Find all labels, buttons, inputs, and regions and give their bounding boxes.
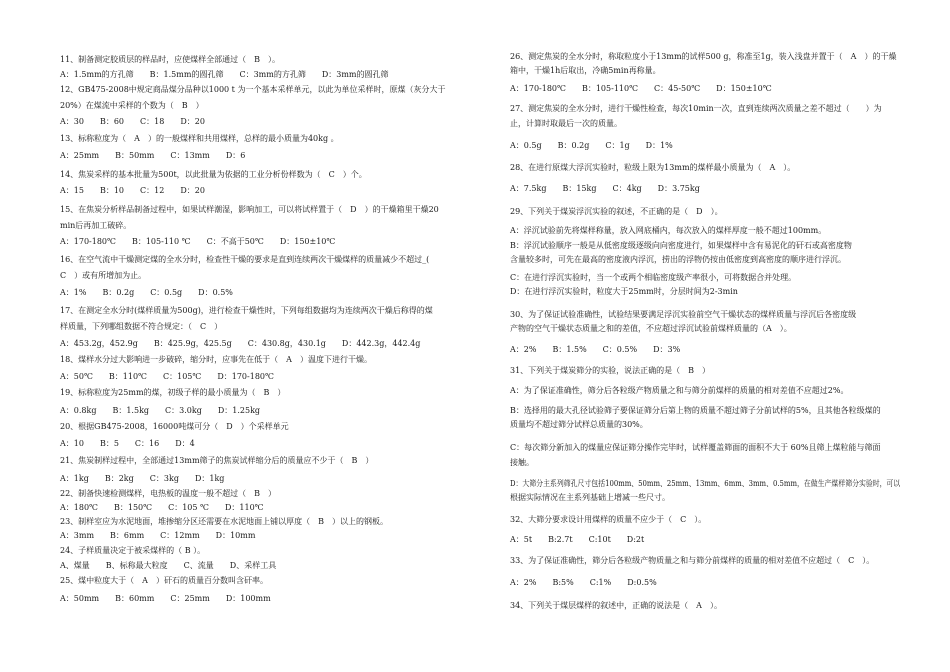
text-line: A：25mm B：50mm C：13mm D：6 [60, 151, 246, 160]
text-line: A：50mm B：60mm C：25mm D：100mm [60, 594, 271, 603]
text-line: A：170-180℃ B：105-110 ℃ C：不高于50℃ D：150±10℃ [60, 237, 336, 246]
text-line: A：2% B：1.5% C：0.5% D：3% [510, 345, 681, 354]
text-line: A：0.8kg B：1.5kg C：3.0kg D：1.25kg [60, 406, 261, 415]
text-line: 16、在空气流中干燥测定煤的全水分时，检查性干燥的要求是直到连续两次干燥煤样的质量减少不超过_( [60, 255, 430, 264]
text-line: C：每次筛分新加入的煤量应保证筛分操作完毕时，试样覆盖筛面的面积不大于 60%且筛上煤粒能与筛面 [510, 443, 881, 452]
text-line: A：3mm B：6mm C：12mm D：10mm [60, 531, 256, 540]
text-line: A：15 B：10 C：12 D：20 [60, 186, 205, 195]
text-line: 24、子样质量决定于被采煤样的（ B ）。 [60, 546, 206, 555]
text-line: A：30 B：60 C：18 D：20 [60, 117, 205, 126]
text-line: A：1.5mm的方孔筛 B：1.5mm的圆孔筛 C：3mm的方孔筛 D：3mm的圆孔筛 [60, 70, 389, 79]
text-line: 19、标称粒度为25mm的煤，初级子样的最小质量为（ B ） [60, 388, 286, 397]
text-line: 20%）在煤流中采样的个数为（ B ） [60, 101, 204, 110]
text-line: C ）或有所增加为止。 [60, 271, 147, 280]
text-line: 17、在测定全水分时(煤样质量为500g)，进行检查干燥性时，下列每组数据均为连续两次干燥后称得的煤 [60, 306, 433, 315]
text-line: A：2% B:5% C:1% D:0.5% [510, 578, 657, 587]
text-line: 18、煤样水分过大影响进一步破碎，缩分时，应事先在低于（ A ）温度下进行干燥。 [60, 355, 372, 364]
text-line: 27、测定焦炭的全水分时，进行干燥性检查，每次10min一次，直到连续两次质量之差不超过（ ）为 [510, 104, 882, 113]
text-line: 23、制样室应为水泥地面，堆掺缩分区还需要在水泥地面上铺以厚度（ B ）以上的钢板。 [60, 517, 389, 526]
text-line: 14、焦炭采样的基本批量为500t，以此批量为依据的工业分析份样数为（ C ）个。 [60, 170, 367, 179]
text-line: 28、在进行原煤大浮沉实验时，粒级上限为13mm的煤样最小质量为（ A ）。 [510, 163, 796, 172]
text-line: 26、测定焦炭的全水分时，称取粒度小于13mm的试样500 g，称准至1g，装入浅盘并置于（ A ）的干燥 [510, 52, 897, 61]
text-line: B：选择用的最大孔径试验筛子要保证筛分后第上物的质量不超过筛子分前试样的5%，且其他各粒级煤的 [510, 406, 881, 415]
text-line: A：1% B：0.2g C：0.5g D：0.5% [60, 288, 233, 297]
text-line: A：7.5kg B：15kg C：4kg D：3.75kg [510, 184, 700, 193]
text-line: 止，计算时取最后一次的质量。 [510, 119, 622, 128]
text-line: 33、为了保证准确性，筛分后各粒级产物质量之和与筛分前煤样的质量的相对差值不应超过（ C ）。 [510, 556, 875, 565]
text-line: 接触。 [510, 458, 534, 467]
text-line: A：浮沉试验前先将煤样称量，放入网底桶内，每次放入的煤样厚度一般不超过100mm。 [510, 226, 827, 235]
text-line: 34、下列关于煤层煤样的叙述中，正确的说法是（ A ）。 [510, 601, 722, 610]
text-line: D：大筛分主系列筛孔尺寸包括100mm、50mm、25mm、13mm、6mm、3mm、0.5mm，在做生产煤样筛分实验时，可以 [510, 479, 901, 488]
text-line: B：浮沉试验顺序一般是从低密度级逐级向向密度进行，如果煤样中含有易泥化的矸石或高密度物 [510, 241, 852, 250]
text-line: 根据实际情况在主系列基础上增减一些尺寸。 [510, 493, 670, 502]
text-line: 质量均不超过筛分试样总质量的30%。 [510, 420, 648, 429]
text-line: A、煤量 B、标称最大粒度 C、流量 D、采样工具 [60, 561, 277, 570]
text-line: D：在进行浮沉实验时，粒度大于25mm时，分层时间为2-3min [510, 287, 738, 296]
text-line: A：170-180℃ B：105-110℃ C：45-50℃ D：150±10℃ [510, 84, 772, 93]
text-line: 21、焦炭制样过程中，全部通过13mm筛子的焦炭试样缩分后的质量应不少于（ B ） [60, 456, 374, 465]
text-line: 含量较多时，可先在最高的密度液内浮沉，捞出的浮物仍按由低密度到高密度的顺序进行浮沉。 [510, 255, 846, 264]
text-line: A：为了保证准确性，筛分后各粒级产物质量之和与筛分前煤样的质量的相对差值不应超过2%。 [510, 386, 849, 395]
text-line: 箱中，干燥1h后取出，冷确5min再称量。 [510, 66, 661, 75]
text-line: A：10 B：5 C：16 D：4 [60, 439, 195, 448]
text-line: 30、为了保证试验准确性，试验结果要满足浮沉实验前空气干燥状态的煤样质量与浮沉后各密度级 [510, 310, 857, 319]
text-line: A：453.2g，452.9g B：425.9g，425.5g C：430.8g，430.1g D：442.3g，442.4g [60, 339, 421, 348]
text-line: 20、根据GB475-2008，16000吨煤可分（ D ）个采样单元 [60, 422, 289, 431]
text-line: A：5t B:2.7t C:10t D:2t [510, 535, 645, 544]
text-line: min后再加工破碎。 [60, 221, 132, 230]
text-line: 22、制备快速检测煤样，电热板的温度一般不超过（ B ） [60, 489, 277, 498]
text-line: 13、标称粒度为（ A ）的一般煤样和共用煤样，总样的最小质量为40kg 。 [60, 134, 339, 143]
text-line: A：0.5g B：0.2g C：1g D：1% [510, 141, 673, 150]
text-line: 31、下列关于煤炭筛分的实验，说法正确的是（ B ） [510, 366, 711, 375]
text-line: 32、大筛分要求设计用煤样的质量不应少于（ C ）。 [510, 515, 707, 524]
text-line: 产物的空气干燥状态质量之和的差值，不应超过浮沉试验前煤样质量的（A ）。 [510, 324, 792, 333]
text-line: 29、下列关于煤炭浮沉实验的叙述，不正确的是（ D ）。 [510, 207, 723, 216]
text-line: C：在进行浮沉实验时，当一个或两个相临密度级产率很小，可将数据合并处理。 [510, 273, 797, 282]
text-line: 15、在焦炭分析样品制备过程中，如果试样潮湿，影响加工，可以将试样置于（ D ）的干燥箱里干燥20 [60, 205, 439, 214]
text-line: 11、制备测定胶质层的样品时，应使煤样全部通过（ B ）。 [60, 55, 281, 64]
text-line: A：180℃ B：150℃ C：105 ℃ D：110℃ [60, 503, 264, 512]
text-line: A：50℃ B：110℃ C：105℃ D：170-180℃ [60, 372, 274, 381]
text-line: A：1kg B：2kg C：3kg D：1kg [60, 474, 225, 483]
text-line: 25、煤中粒度大于（ A ）矸石的质量百分数叫含矸率。 [60, 576, 268, 585]
text-line: 12、GB475-2008中规定商品煤分品种以1000 t 为一个基本采样单元，以此为单位采样时，原煤（灰分大于 [60, 85, 446, 94]
text-line: 样质量，下列哪组数据不符合规定：（ C ） [60, 322, 223, 331]
